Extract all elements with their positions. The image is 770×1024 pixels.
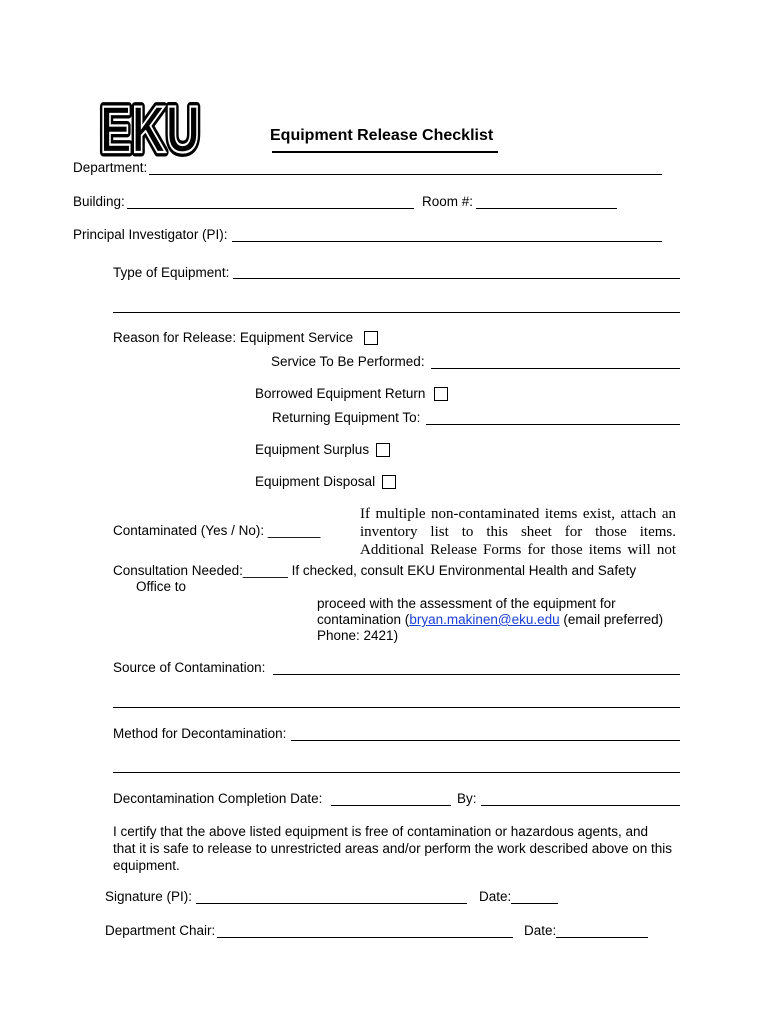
decon-completion-date-label: Decontamination Completion Date:: [113, 791, 323, 806]
type-of-equipment-field[interactable]: [233, 278, 680, 279]
building-label: Building:: [73, 194, 125, 209]
returning-equipment-to-label: Returning Equipment To:: [272, 410, 421, 425]
logo-text: EKU: [100, 94, 200, 158]
title-underline: [272, 151, 498, 153]
service-to-be-performed-field[interactable]: [431, 368, 680, 369]
equipment-service-checkbox[interactable]: [364, 331, 378, 345]
consultation-line-4-prefix: contamination (: [317, 612, 410, 627]
department-chair-date-label: Date:: [524, 923, 557, 938]
pi-field[interactable]: [232, 241, 662, 242]
note-line: If multiple non-contaminated items exist, attach an: [360, 506, 676, 522]
consultation-line-5: Phone: 2421): [317, 628, 399, 643]
department-chair-date-field[interactable]: [556, 937, 648, 938]
signature-date-field[interactable]: [511, 903, 558, 904]
equipment-surplus-label: Equipment Surplus: [255, 442, 370, 457]
room-label: Room #:: [422, 194, 474, 209]
department-chair-field[interactable]: [217, 937, 513, 938]
borrowed-equipment-return-label: Borrowed Equipment Return: [255, 386, 426, 401]
signature-field[interactable]: [196, 903, 467, 904]
method-for-decontamination-label: Method for Decontamination:: [113, 726, 287, 741]
multiple-items-note: [360, 505, 676, 559]
by-field[interactable]: [481, 805, 680, 806]
eku-logo: [98, 94, 204, 158]
equipment-disposal-label: Equipment Disposal: [255, 474, 376, 489]
source-of-contamination-field-line-2[interactable]: [113, 707, 680, 708]
form-title: Equipment Release Checklist: [270, 127, 494, 144]
consultation-line-3: proceed with the assessment of the equipment for: [317, 596, 616, 611]
consultation-needed-label[interactable]: Consultation Needed:______ If checked, consult EKU Environmental Health and Safety: [113, 563, 637, 578]
note-line: inventory list to this sheet for those items.: [360, 524, 676, 540]
ehs-email-link[interactable]: bryan.makinen@eku.edu: [409, 612, 560, 627]
by-label: By:: [457, 791, 477, 806]
borrowed-equipment-return-checkbox[interactable]: [434, 387, 448, 401]
department-label: Department:: [73, 160, 148, 175]
equipment-surplus-checkbox[interactable]: [376, 443, 390, 457]
logo-text-outline: EKU: [100, 94, 200, 158]
room-field[interactable]: [476, 208, 617, 209]
service-to-be-performed-label: Service To Be Performed:: [271, 354, 425, 369]
pi-label: Principal Investigator (PI):: [73, 227, 228, 242]
source-of-contamination-field[interactable]: [273, 674, 680, 675]
equipment-disposal-checkbox[interactable]: [382, 475, 396, 489]
method-for-decontamination-field[interactable]: [291, 740, 680, 741]
building-field[interactable]: [127, 208, 414, 209]
decon-completion-date-field[interactable]: [331, 805, 451, 806]
source-of-contamination-label: Source of Contamination:: [113, 660, 266, 675]
certification-statement: I certify that the above listed equipment is free of contamination or hazardous agents, and that it is safe to release to unrestricted areas and/or perform the work described above on this equipment.: [113, 824, 673, 873]
department-chair-label: Department Chair:: [105, 923, 216, 938]
consultation-line-2: Office to: [136, 579, 187, 594]
method-for-decontamination-field-line-2[interactable]: [113, 772, 680, 773]
type-of-equipment-label: Type of Equipment:: [113, 265, 230, 280]
contaminated-label[interactable]: Contaminated (Yes / No): _______: [113, 523, 321, 538]
reason-for-release-label: Reason for Release: Equipment Service: [113, 330, 354, 345]
consultation-line-4-suffix: (email preferred): [559, 612, 664, 627]
returning-equipment-to-field[interactable]: [426, 424, 680, 425]
signature-label: Signature (PI):: [105, 889, 193, 904]
note-line: Additional Release Forms for those items will not: [360, 542, 676, 558]
department-field[interactable]: [149, 174, 662, 175]
signature-date-label: Date:: [479, 889, 512, 904]
consultation-line-4: [317, 612, 663, 628]
type-of-equipment-field-line-2[interactable]: [113, 312, 680, 313]
